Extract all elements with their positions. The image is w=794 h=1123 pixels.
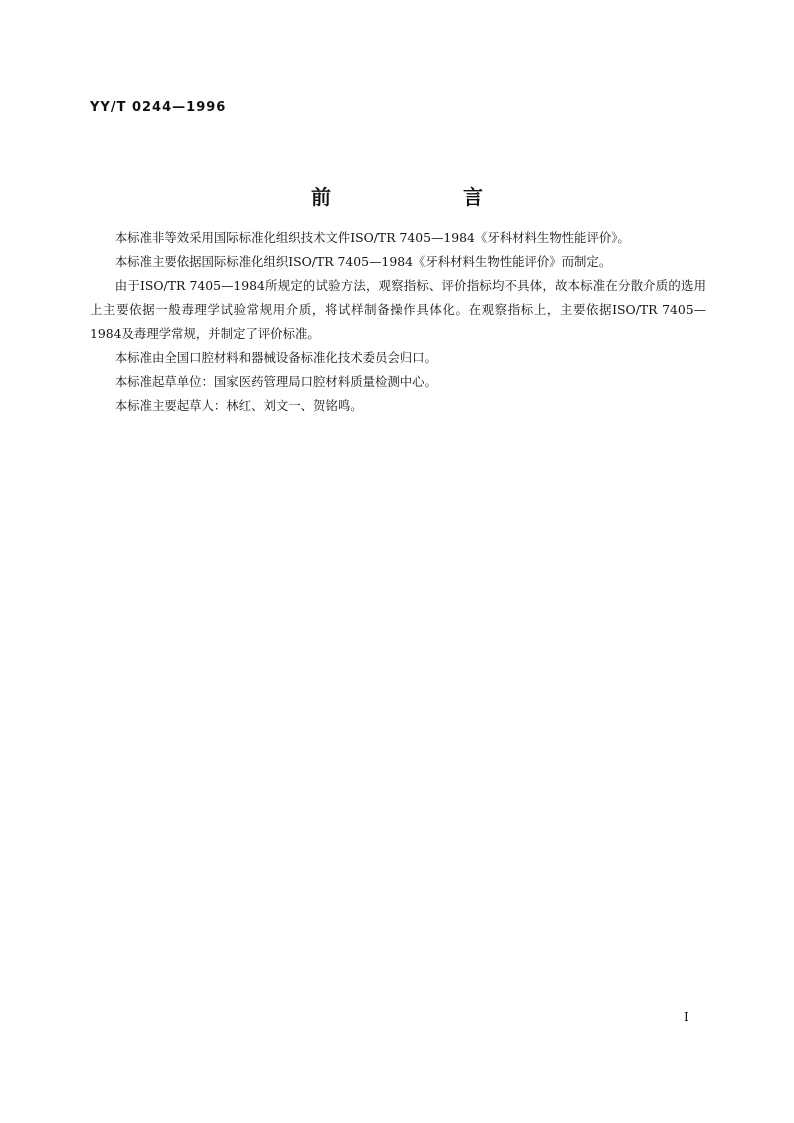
paragraph-method: 由于ISO/TR 7405—1984所规定的试验方法，观察指标、评价指标均不具体，故本标准在分散介质的选用上主要依据一般毒理学试验常规用介质，将试样制备操作具体化。在观察指标上，主要依据ISO/TR 7405—1984及毒理学常规，并制定了评价标准。 <box>90 278 706 341</box>
page-number: I <box>684 1010 689 1024</box>
paragraph-adoption: 本标准非等效采用国际标准化组织技术文件ISO/TR 7405—1984《牙科材料生物性能评价》。 <box>114 230 630 245</box>
paragraph-responsible-committee: 本标准由全国口腔材料和器械设备标准化技术委员会归口。 <box>114 350 437 365</box>
standard-code: YY/T 0244—1996 <box>90 100 227 115</box>
page-title: 前 言 <box>311 185 539 209</box>
paragraph-basis: 本标准主要依据国际标准化组织ISO/TR 7405—1984《牙科材料生物性能评价》而制定。 <box>114 254 612 269</box>
paragraph-drafters: 本标准主要起草人：林红、刘文一、贺铭鸣。 <box>114 398 363 413</box>
paragraph-drafting-unit: 本标准起草单位：国家医药管理局口腔材料质量检测中心。 <box>114 374 437 389</box>
foreword-body <box>90 226 706 418</box>
